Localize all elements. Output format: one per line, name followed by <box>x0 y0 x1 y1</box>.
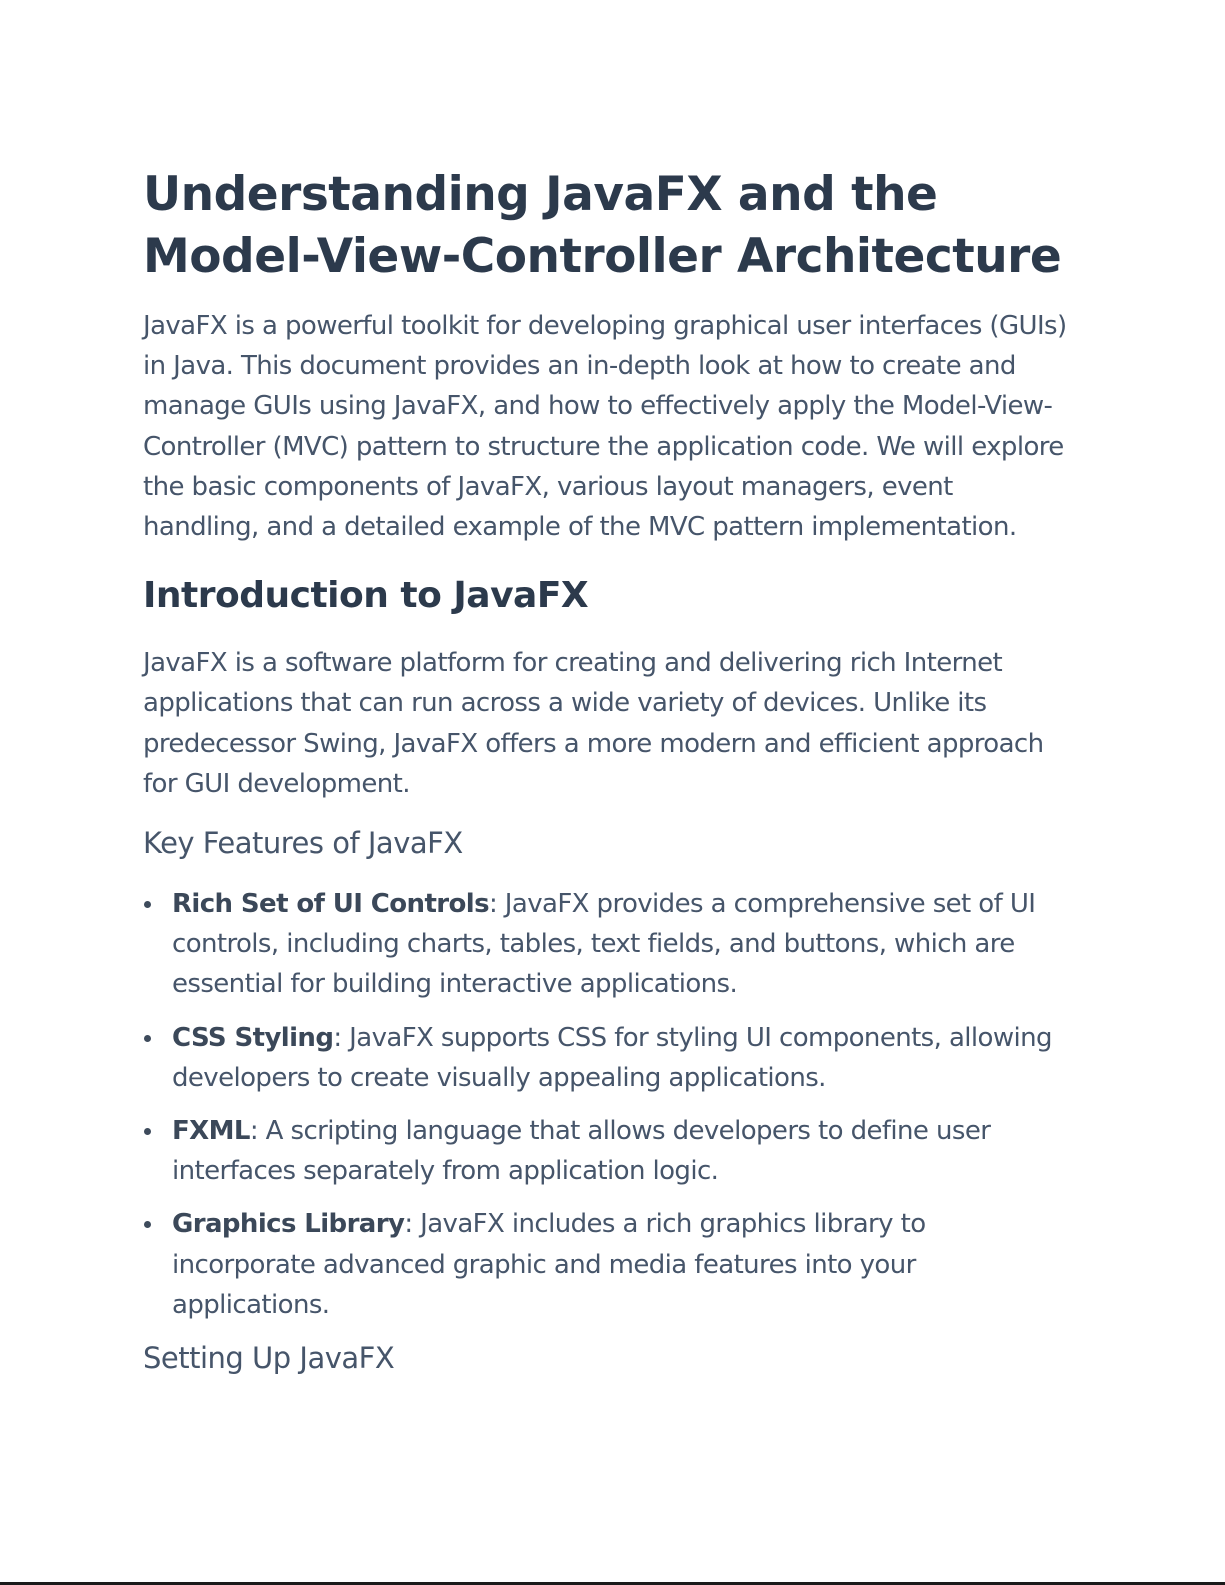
feature-description: : JavaFX supports CSS for styling UI components, allowing developers to create visually appealing applications. <box>172 1022 1052 1093</box>
section-heading-introduction: Introduction to JavaFX <box>143 575 589 617</box>
feature-description: : JavaFX provides a comprehensive set of UI controls, including charts, tables, text fields, and buttons, which are essential for building interactive applications. <box>172 889 1036 1000</box>
feature-term: Graphics Library <box>172 1209 405 1240</box>
bullet-icon <box>144 1221 151 1228</box>
introduction-paragraph: JavaFX is a software platform for creating and delivering rich Internet applications that can run across a wide variety of devices. Unlike its predecessor Swing, JavaFX offers a more modern and efficient approach for GUI development. <box>143 648 1044 799</box>
feature-description: : JavaFX includes a rich graphics library to incorporate advanced graphic and media features into your applications. <box>172 1209 926 1320</box>
subheading-key-features: Key Features of JavaFX <box>143 826 463 861</box>
bullet-icon <box>144 901 151 908</box>
document-title: Understanding JavaFX and the Model-View-Controller Architecture <box>143 167 1062 284</box>
intro-paragraph: JavaFX is a powerful toolkit for developing graphical user interfaces (GUIs) in Java. This document provides an in-depth look at how to create and manage GUIs using JavaFX, and how to effectively apply the Model-View-Controller (MVC) pattern to structure the application code. We will explore the basic components of JavaFX, various layout managers, event handling, and a detailed example of the MVC pattern implementation. <box>143 311 1067 543</box>
subheading-setting-up: Setting Up JavaFX <box>143 1341 395 1376</box>
bullet-icon <box>144 1128 151 1135</box>
key-features-list <box>143 884 1073 1325</box>
feature-term: Rich Set of UI Controls <box>172 889 489 920</box>
list-item <box>143 1018 1073 1098</box>
list-item <box>143 1204 1073 1325</box>
feature-term: FXML <box>172 1116 250 1147</box>
list-item <box>143 884 1073 1005</box>
feature-description: : A scripting language that allows developers to define user interfaces separately from application logic. <box>172 1116 991 1187</box>
bullet-icon <box>144 1035 151 1042</box>
list-item <box>143 1111 1073 1191</box>
document-page <box>143 164 1073 1378</box>
feature-term: CSS Styling <box>172 1022 334 1053</box>
